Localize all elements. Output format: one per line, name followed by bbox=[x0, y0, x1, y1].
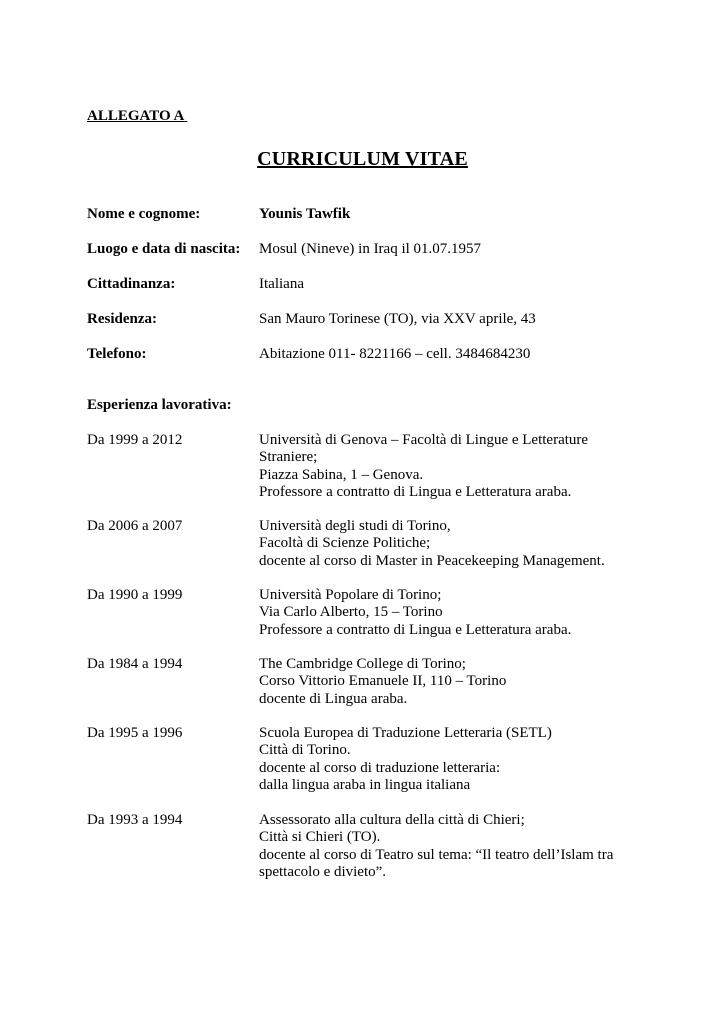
experience-line: Professore a contratto di Lingua e Letteratura araba. bbox=[259, 483, 572, 500]
experience-description bbox=[259, 587, 639, 639]
annex-label: ALLEGATO A bbox=[87, 108, 188, 124]
experience-period: Da 1995 a 1996 bbox=[87, 725, 183, 741]
phone-value: Abitazione 011- 8221166 – cell. 3484684230 bbox=[259, 346, 531, 362]
experience-line: The Cambridge College di Torino; bbox=[259, 656, 466, 672]
birth-label: Luogo e data di nascita: bbox=[87, 241, 241, 257]
experience-heading: Esperienza lavorativa: bbox=[87, 397, 232, 413]
name-label: Nome e cognome: bbox=[87, 206, 201, 222]
experience-line: Straniere; bbox=[259, 449, 318, 466]
experience-line: Via Carlo Alberto, 15 – Torino bbox=[259, 604, 443, 621]
experience-period: Da 1993 a 1994 bbox=[87, 812, 183, 828]
experience-line: Scuola Europea di Traduzione Letteraria (SETL) bbox=[259, 725, 552, 741]
experience-description bbox=[259, 656, 639, 708]
experience-line: Corso Vittorio Emanuele II, 110 – Torino bbox=[259, 673, 507, 690]
experience-line: Città si Chieri (TO). bbox=[259, 829, 381, 846]
experience-line: Professore a contratto di Lingua e Letteratura araba. bbox=[259, 621, 572, 638]
experience-line: spettacolo e divieto”. bbox=[259, 863, 387, 880]
experience-line: Università Popolare di Torino; bbox=[259, 587, 442, 603]
experience-description bbox=[259, 518, 639, 570]
experience-description bbox=[259, 432, 639, 501]
citizenship-label: Cittadinanza: bbox=[87, 276, 176, 292]
experience-line: Città di Torino. bbox=[259, 742, 351, 759]
citizenship-value: Italiana bbox=[259, 276, 304, 292]
experience-line: docente di Lingua araba. bbox=[259, 690, 408, 707]
experience-line: docente al corso di Master in Peacekeeping Management. bbox=[259, 552, 605, 569]
experience-line: docente al corso di traduzione letteraria: bbox=[259, 759, 501, 776]
experience-line: Facoltà di Scienze Politiche; bbox=[259, 535, 431, 552]
birth-value: Mosul (Nineve) in Iraq il 01.07.1957 bbox=[259, 241, 482, 257]
experience-line: dalla lingua araba in lingua italiana bbox=[259, 776, 471, 793]
experience-description bbox=[259, 725, 639, 794]
experience-line: Piazza Sabina, 1 – Genova. bbox=[259, 466, 424, 483]
residence-value: San Mauro Torinese (TO), via XXV aprile, 43 bbox=[259, 311, 536, 327]
experience-line: Università di Genova – Facoltà di Lingue e Letterature bbox=[259, 432, 589, 448]
experience-period: Da 1984 a 1994 bbox=[87, 656, 183, 672]
document-title: CURRICULUM VITAE bbox=[257, 148, 468, 170]
experience-line: docente al corso di Teatro sul tema: “Il teatro dell’Islam tra bbox=[259, 846, 614, 863]
experience-line: Assessorato alla cultura della città di Chieri; bbox=[259, 812, 525, 828]
experience-period: Da 1990 a 1999 bbox=[87, 587, 183, 603]
residence-label: Residenza: bbox=[87, 311, 157, 327]
experience-period: Da 1999 a 2012 bbox=[87, 432, 183, 448]
phone-label: Telefono: bbox=[87, 346, 147, 362]
name-value: Younis Tawfik bbox=[259, 206, 351, 222]
experience-period: Da 2006 a 2007 bbox=[87, 518, 183, 534]
experience-line: Università degli studi di Torino, bbox=[259, 518, 451, 534]
experience-description bbox=[259, 812, 639, 881]
